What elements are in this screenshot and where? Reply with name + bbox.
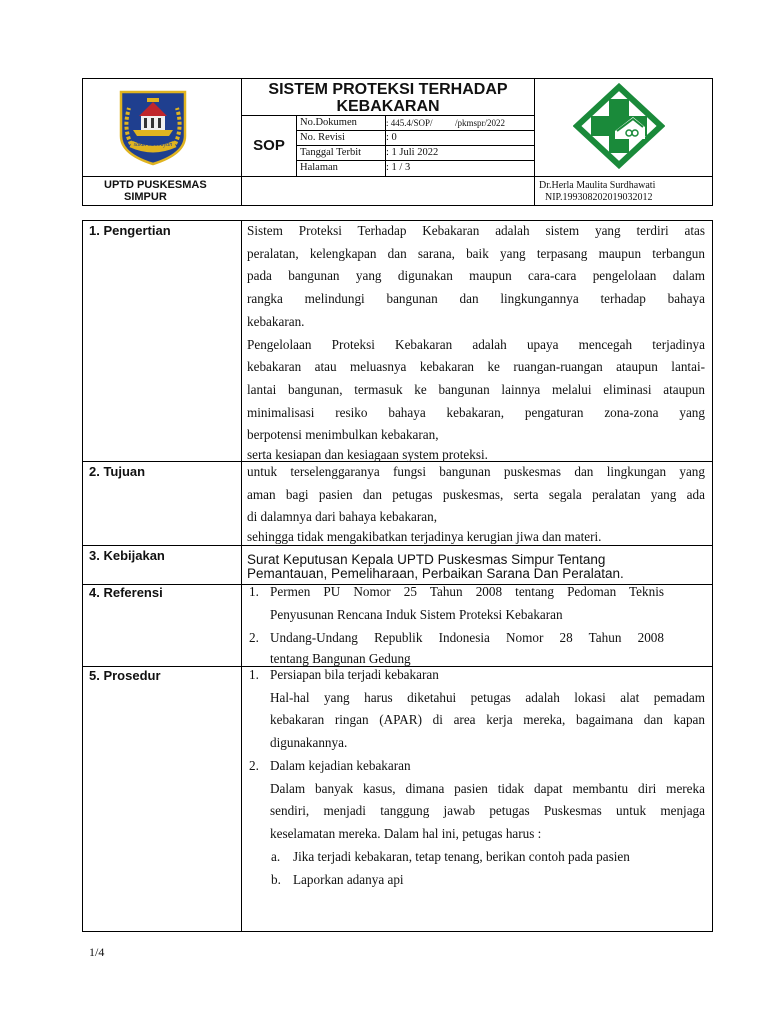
sub-list-letter: a.	[271, 849, 281, 864]
text-line: sehingga tidak mengakibatkan terjadinya kerugian jiwa dan materi.	[247, 529, 602, 545]
section-label-prosedur: 5. Prosedur	[89, 668, 161, 683]
meta-row-document-number	[296, 116, 534, 131]
list-number: 1.	[249, 584, 259, 599]
sub-item: Laporkan adanya api	[293, 872, 404, 887]
prosedur-item-1	[270, 664, 705, 755]
text-line: Hal-hal yang harus diketahui petugas adalah lokasi alat pemadam	[270, 689, 705, 705]
signer-name: Dr.Herla Maulita Surdhawati	[539, 180, 656, 191]
meta-key: No.Dokumen	[300, 117, 357, 128]
header-divider	[534, 78, 535, 206]
header-divider	[82, 176, 242, 177]
section-label-kebijakan: 3. Kebijakan	[89, 548, 165, 563]
text-line: di dalamnya dari bahaya kebakaran,	[247, 509, 438, 525]
sub-item: Jika terjadi kebakaran, tetap tenang, berikan contoh pada pasien	[293, 849, 630, 864]
text-line: tentang Bangunan Gedung	[270, 650, 411, 666]
section-label-tujuan: 2. Tujuan	[89, 464, 146, 479]
list-number: 2.	[249, 630, 259, 645]
org-line-1: UPTD PUSKESMAS	[104, 179, 207, 191]
organization-name	[104, 179, 207, 203]
text-line: serta kesiapan dan kesiagaan system proteksi.	[247, 447, 488, 463]
pengertian-text	[247, 220, 705, 462]
text-line: untuk terselenggaranya fungsi bangunan puskesmas dan lingkungan yang	[247, 464, 705, 479]
org-line-2: SIMPUR	[124, 191, 167, 203]
step-title: Persiapan bila terjadi kebakaran	[270, 667, 439, 682]
section-label-referensi: 4. Referensi	[89, 585, 163, 600]
title-line-2: KEBAKARAN	[336, 98, 440, 115]
meta-value: : 1 / 3	[386, 162, 411, 173]
text-line: kebakaran.	[247, 313, 305, 329]
text-line: berpotensi menimbulkan kebakaran,	[247, 427, 439, 443]
title-line-1: SISTEM PROTEKSI TERHADAP	[268, 81, 508, 98]
text-line: peralatan, kelengkapan dan sarana, baik yang terpasang maupun terbangun	[247, 245, 705, 261]
meta-value: : 0	[386, 132, 397, 143]
meta-key: Halaman	[300, 162, 338, 173]
regional-emblem	[117, 88, 189, 166]
section-label-pengertian: 1. Pengertian	[89, 223, 171, 238]
meta-value: : 1 Juli 2022	[386, 147, 439, 158]
text-line: aman bagi pasien dan petugas puskesmas, serta segala peralatan yang ada	[247, 486, 705, 502]
text-line: sendiri, menjadi tanggung jawab petugas Puskesmas untuk menjaga	[270, 803, 705, 819]
text-line: pada bangunan yang digunakan maupun cara-cara pengelolaan dalam	[247, 268, 705, 284]
signer-nip: NIP.199308202019032012	[545, 192, 653, 203]
meta-value: : 445.4/SOP/ /pkmspr/2022	[386, 118, 506, 128]
text-line: Sistem Proteksi Terhadap Kebakaran adalah sistem yang terdiri atas	[247, 223, 705, 238]
tujuan-text	[247, 461, 705, 544]
text-line: rangka melindungi bangunan dan lingkungannya terhadap bahaya	[247, 291, 705, 307]
text-line: Penyusunan Rencana Induk Sistem Proteksi Kebakaran	[270, 606, 563, 622]
row-divider	[82, 545, 713, 546]
signer-block	[539, 180, 655, 204]
list-number: 1.	[249, 667, 259, 682]
text-line: Surat Keputusan Kepala UPTD Puskesmas Simpur Tentang	[247, 552, 606, 567]
step-title: Dalam kejadian kebakaran	[270, 758, 411, 773]
text-line: kebakaran ringan (APAR) di area kerja mereka, bagaimana dan kapan	[270, 712, 705, 728]
header-divider	[534, 176, 713, 177]
prosedur-item-2	[270, 755, 705, 846]
meta-key: No. Revisi	[300, 132, 345, 143]
kebijakan-text	[247, 553, 624, 581]
list-number: 2.	[249, 758, 259, 773]
meta-key: Tanggal Terbit	[300, 147, 362, 158]
puskesmas-logo	[573, 83, 665, 169]
sop-label: SOP	[253, 137, 285, 154]
emblem-motto: sakai sambayan	[133, 142, 173, 148]
referensi-item-2	[270, 627, 664, 667]
text-line: minimalisasi resiko bahaya kebakaran, pengaturan zona-zona yang	[247, 404, 705, 420]
column-divider	[241, 220, 242, 932]
meta-row-page	[296, 161, 534, 176]
text-line: Undang-Undang Republik Indonesia Nomor 28 Tahun 2008	[270, 630, 664, 645]
text-line: digunakannya.	[270, 735, 348, 751]
text-line: kebakaran atau meluasnya kebakaran ke ruangan-ruangan ataupun lantai-	[247, 359, 705, 375]
referensi-item-1	[270, 581, 664, 626]
text-line: Pengelolaan Proteksi Kebakaran adalah upaya mencegah terjadinya	[247, 336, 705, 352]
text-line: Pemantauan, Pemeliharaan, Perbaikan Sarana Dan Peralatan.	[247, 566, 624, 581]
text-line: lantai bangunan, termasuk ke bangunan lainnya melalui eliminasi ataupun	[247, 381, 705, 397]
header-divider	[241, 176, 535, 177]
text-line: Dalam banyak kasus, dimana pasien tidak dapat membantu diri mereka	[270, 780, 705, 796]
text-line: keselamatan mereka. Dalam hal ini, petugas harus :	[270, 826, 542, 842]
sub-list-letter: b.	[271, 872, 281, 887]
text-line: Permen PU Nomor 25 Tahun 2008 tentang Pedoman Teknis	[270, 584, 664, 599]
page-number: 1/4	[89, 945, 105, 959]
document-title	[242, 81, 534, 115]
meta-row-issue-date	[296, 146, 534, 161]
meta-row-revision	[296, 131, 534, 146]
